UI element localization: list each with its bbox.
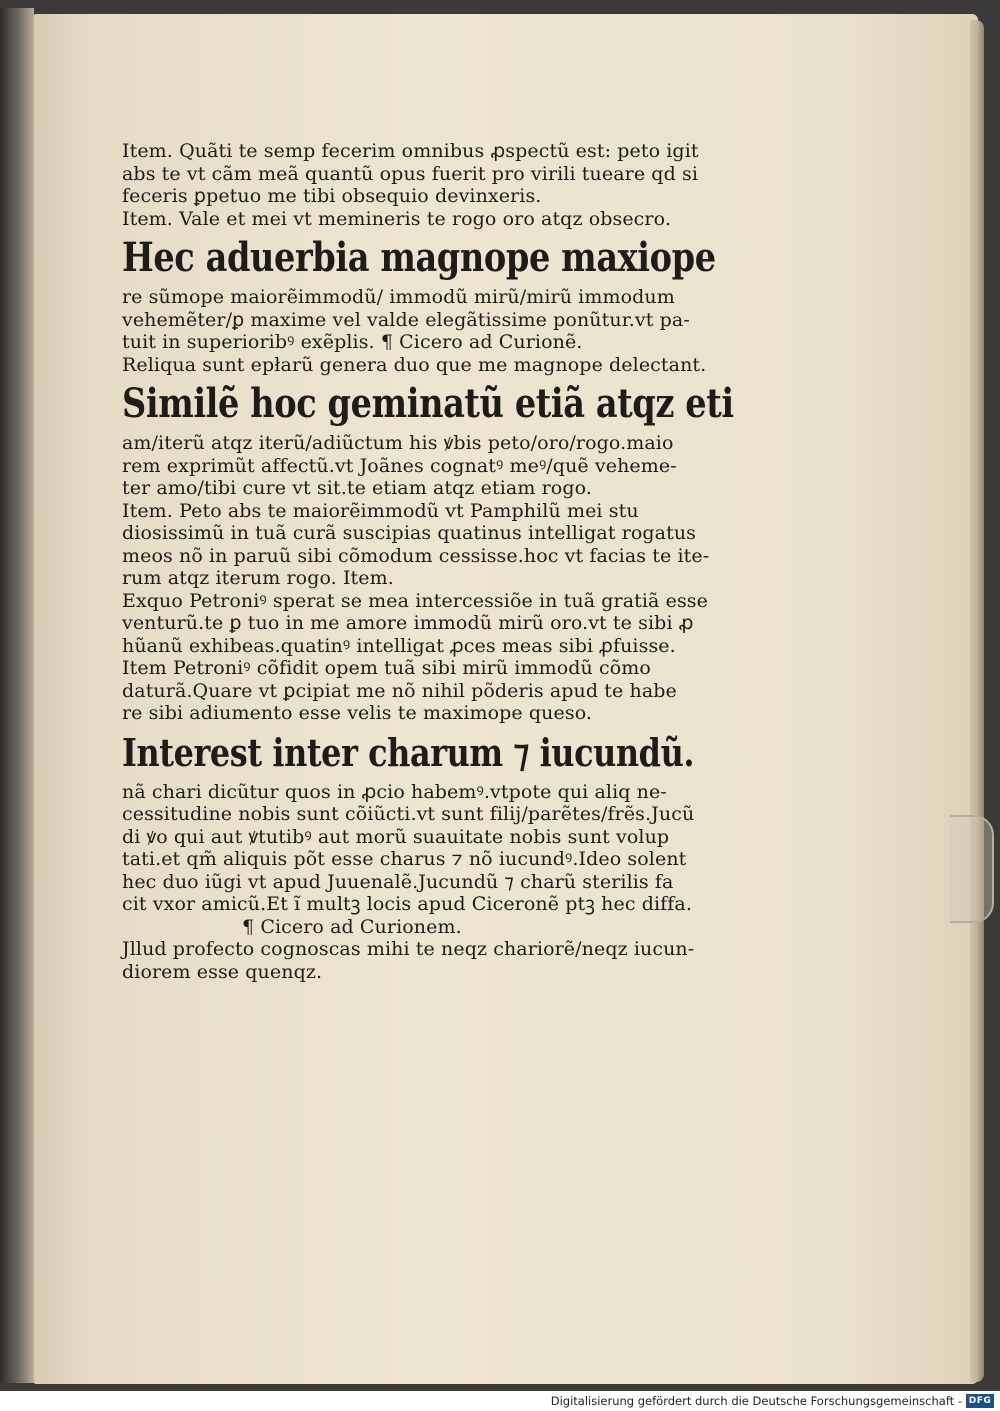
page-edge: [970, 20, 984, 1382]
text-line: am/iterũ atqz iterũ/adiũctum his ꝟbis peto/oro/rogo.maio: [122, 432, 674, 454]
heading-line: Similẽ hoc geminatũ etiã atqz eti: [122, 380, 734, 427]
text-line: meos nõ in paruũ sibi cõmodum cessisse.hoc vt facias te ite-: [122, 544, 710, 567]
dfg-logo: DFG: [966, 1394, 994, 1408]
text-line: Item Petroniꝰ cõfidit opem tuã sibi mirũ immodũ cõmo: [122, 657, 651, 679]
text-line: re sũmope maiorẽimmodũ/ immodũ mirũ/mirũ immodum: [122, 286, 675, 308]
text-line: hec duo iũgi vt apud Juuenalẽ.Jucundũ ⁊ charũ sterilis fa: [122, 870, 674, 893]
text-line: nã chari dicũtur quos in ꝓcio habemꝰ.vtpote qui aliq ne-: [122, 780, 667, 803]
text-line: tuit in superioribꝰ exẽplis. ¶ Cicero ad Curionẽ.: [122, 331, 583, 353]
text-line: ¶ Cicero ad Curionem.: [242, 915, 462, 938]
text-line: diorem esse quenqz.: [122, 960, 323, 983]
text-line: diosissimũ in tuã curã suscipias quatinus intelligat rogatus: [122, 522, 697, 544]
heading-line: Hec aduerbia magnope maxiope: [122, 234, 716, 281]
footer-bar: [0, 1391, 1000, 1411]
show-through-ink: [760, 470, 960, 1130]
text-line: Item. Peto abs te maiorẽimmodũ vt Pamphilũ mei stu: [122, 499, 639, 522]
binding-shadow: [0, 8, 34, 1383]
text-line: rem exprimũt affectũ.vt Joãnes cognatꝰ meꝰ/quẽ veheme-: [122, 454, 677, 477]
heading-line: Interest inter charum ⁊ iucundũ.: [122, 729, 695, 775]
text-line: cessitudine nobis sunt cõiũcti.vt sunt filij/parẽtes/frẽs.Jucũ: [122, 803, 695, 825]
text-line: re sibi adiumento esse velis te maximope queso.: [122, 702, 593, 724]
text-line: Item. Quãti te semp fecerim omnibus ꝓspectũ est: peto igit: [122, 140, 699, 162]
text-line: cit vxor amicũ.Et ĩ multꝫ locis apud Ciceronẽ ptꝫ hec diffa.: [122, 893, 692, 915]
text-line: ter amo/tibi cure vt sit.te etiam atqz etiam rogo.: [122, 477, 592, 499]
text-line: tati.et qm̃ aliquis põt esse charus ⁊ nõ iucundꝰ.Ideo solent: [122, 848, 687, 870]
text-line: Reliqua sunt epłarũ genera duo que me magnope delectant.: [122, 353, 707, 376]
text-line: venturũ.te ꝑ tuo in me amore immodũ mirũ oro.vt te sibi ꝓ: [122, 612, 694, 634]
text-line: daturã.Quare vt ꝑcipiat me nõ nihil põderis apud te habe: [122, 679, 677, 702]
text-line: Item. Vale et mei vt memineris te rogo oro atqz obsecro.: [122, 207, 671, 230]
text-line: rum atqz iterum rogo. Item.: [122, 567, 394, 589]
text-line: di ꝟo qui aut ꝟtutibꝰ aut morũ suauitate nobis sunt volup: [122, 825, 670, 848]
text-line: feceris ꝑpetuo me tibi obsequio devinxeris.: [122, 185, 542, 207]
funding-note: Digitalisierung gefördert durch die Deutsche Forschungsgemeinschaft -: [550, 1394, 962, 1408]
text-line: Exquo Petroniꝰ sperat se mea intercessiõe in tuã gratiã esse: [122, 589, 709, 612]
text-line: abs te vt cãm meã quantũ opus fuerit pro virili tueare qd si: [122, 162, 698, 185]
text-line: vehemẽter/ꝑ maxime vel valde elegãtissime ponũtur.vt pa-: [122, 308, 690, 331]
printed-text-block: [122, 140, 742, 983]
text-line: Jllud profecto cognoscas mihi te neqz chariorẽ/neqz iucun-: [122, 938, 695, 960]
text-line: hũanũ exhibeas.quatinꝰ intelligat ꝓces meas sibi ꝓfuisse.: [122, 634, 676, 657]
